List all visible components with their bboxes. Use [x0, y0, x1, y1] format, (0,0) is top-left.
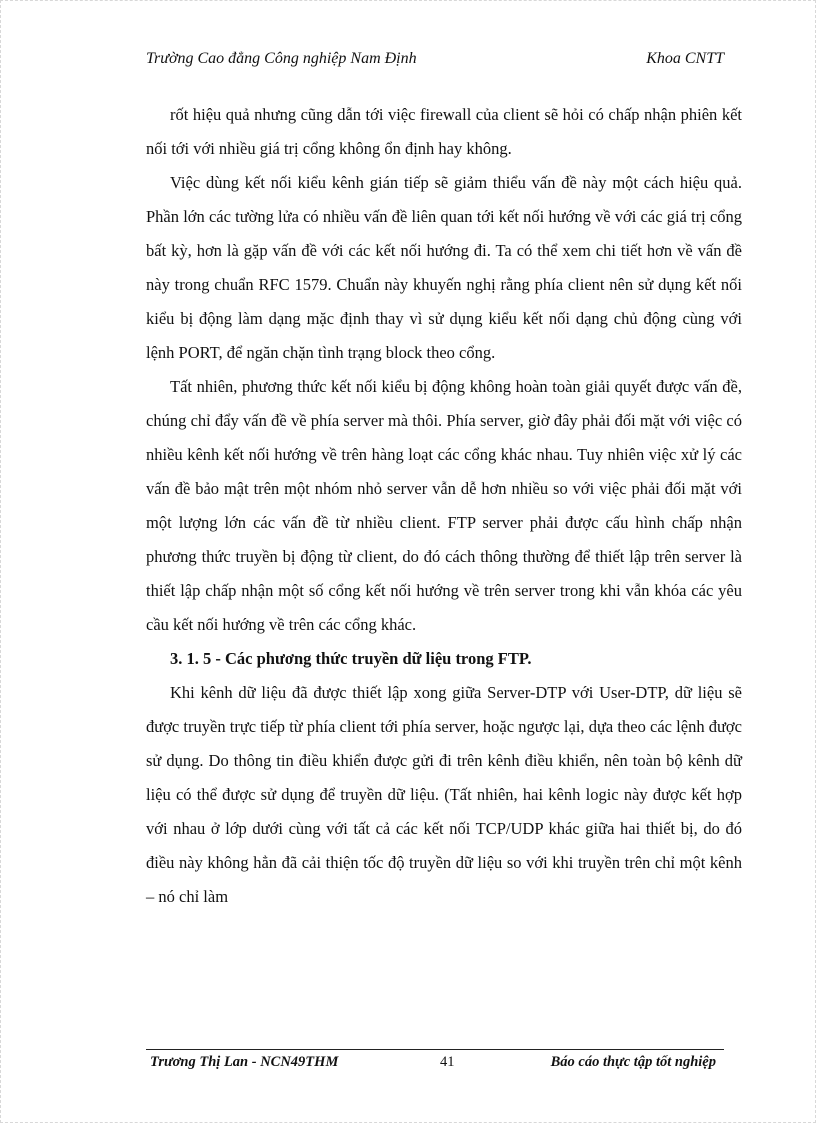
document-body: [146, 98, 742, 914]
header-faculty: Khoa CNTT: [646, 50, 724, 67]
page-footer: [146, 1054, 724, 1076]
footer-author: Trương Thị Lan - NCN49THM: [150, 1054, 339, 1070]
page-header: [146, 50, 724, 76]
section-heading: 3. 1. 5 - Các phương thức truyền dữ liệu trong FTP.: [170, 649, 532, 668]
header-school: Trường Cao đẳng Công nghiệp Nam Định: [146, 50, 417, 67]
body-paragraph: Tất nhiên, phương thức kết nối kiểu bị động không hoàn toàn giải quyết được vấn đề, chúng chỉ đẩy vấn đề về phía server mà thôi. Phía server, giờ đây phải đối mặt với việc có nhiều kênh kết nối hướng về trên hàng loạt các cổng khác nhau. Tuy nhiên việc xử lý các vấn đề bảo mật trên một nhóm nhỏ server vẫn dễ hơn nhiều so với việc phải đối mặt với một lượng lớn các vấn đề từ nhiều client. FTP server phải được cấu hình chấp nhận phương thức truyền bị động từ client, do đó cách thông thường để thiết lập trên server là thiết lập chấp nhận một số cổng kết nối hướng về trên server trong khi vẫn khóa các yêu cầu kết nối hướng về trên các cổng khác.: [146, 377, 742, 634]
body-paragraph: Khi kênh dữ liệu đã được thiết lập xong giữa Server-DTP với User-DTP, dữ liệu sẽ được truyền trực tiếp từ phía client tới phía server, hoặc ngược lại, dựa theo các lệnh được sử dụng. Do thông tin điều khiển được gửi đi trên kênh điều khiển, nên toàn bộ kênh dữ liệu có thể được sử dụng để truyền dữ liệu. (Tất nhiên, hai kênh logic này được kết hợp với nhau ở lớp dưới cùng với tất cả các kết nối TCP/UDP khác giữa hai thiết bị, do đó điều này không hẳn đã cải thiện tốc độ truyền dữ liệu so với khi truyền trên chỉ một kênh – nó chỉ làm: [146, 683, 742, 906]
body-paragraph: rốt hiệu quả nhưng cũng dẫn tới việc firewall của client sẽ hỏi có chấp nhận phiên kết nối tới với nhiều giá trị cổng không ổn định hay không.: [146, 105, 742, 158]
footer-report-title: Báo cáo thực tập tốt nghiệp: [550, 1054, 716, 1070]
footer-divider: [146, 1049, 724, 1050]
page-number: 41: [440, 1054, 455, 1070]
body-paragraph: Việc dùng kết nối kiểu kênh gián tiếp sẽ giảm thiểu vấn đề này một cách hiệu quả. Phần lớn các tường lửa có nhiều vấn đề liên quan tới kết nối hướng về với các giá trị cổng bất kỳ, hơn là gặp vấn đề với các kết nối hướng đi. Ta có thể xem chi tiết hơn về vấn đề này trong chuẩn RFC 1579. Chuẩn này khuyến nghị rằng phía client nên sử dụng kết nối kiểu bị động làm dạng mặc định thay vì sử dụng kiểu kết nối dạng chủ động cùng với lệnh PORT, để ngăn chặn tình trạng block theo cổng.: [146, 173, 742, 362]
